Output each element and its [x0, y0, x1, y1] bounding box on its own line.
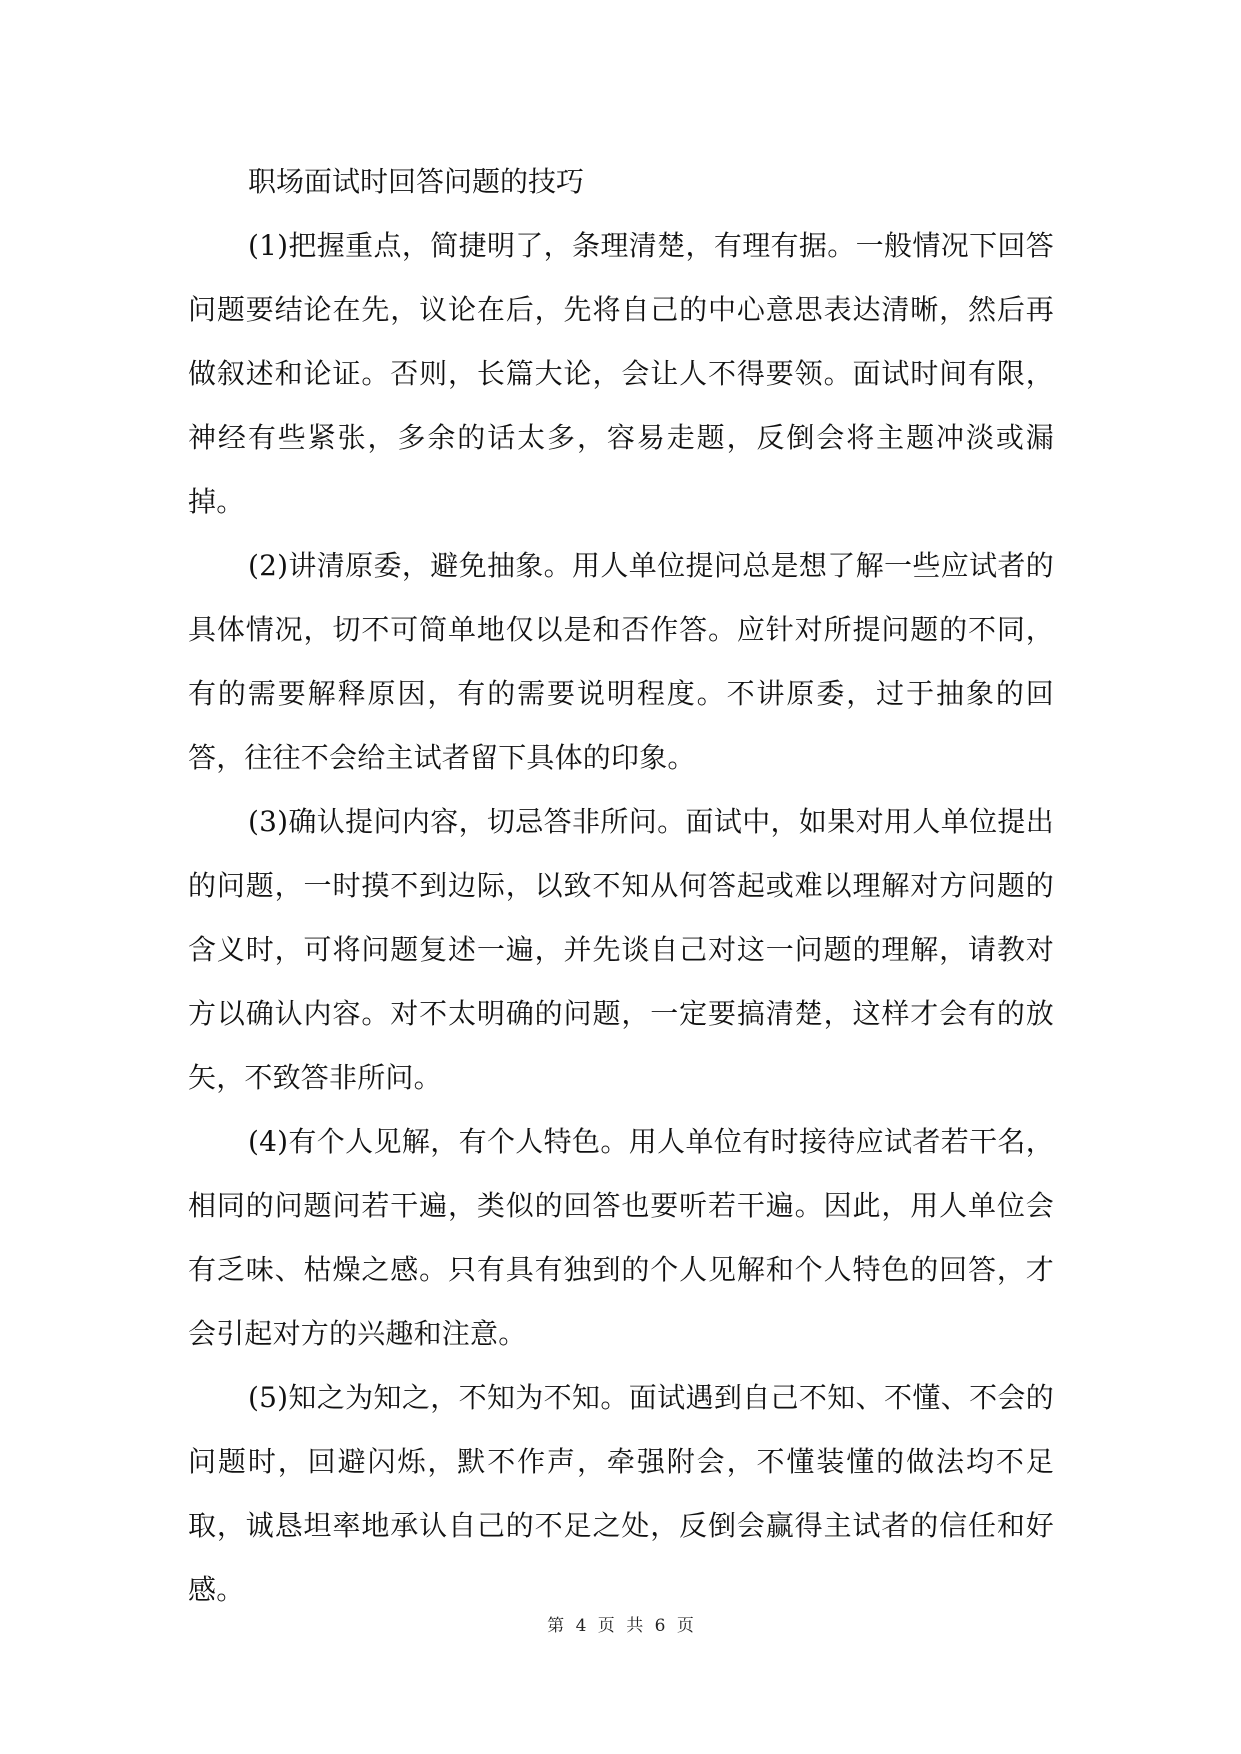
paragraph-1: (1)把握重点，简捷明了，条理清楚，有理有据。一般情况下回答问题要结论在先，议论在后，先将自己的中心意思表达清晰，然后再做叙述和论证。否则，长篇大论，会让人不得要领。面试时间有限，神经有些紧张，多余的话太多，容易走题，反倒会将主题冲淡或漏掉。: [188, 229, 1054, 518]
paragraph-3: (3)确认提问内容，切忌答非所问。面试中，如果对用人单位提出的问题，一时摸不到边际，以致不知从何答起或难以理解对方问题的含义时，可将问题复述一遍，并先谈自己对这一问题的理解，请教对方以确认内容。对不太明确的问题，一定要搞清楚，这样才会有的放矢，不致答非所问。: [188, 805, 1054, 1094]
paragraph-2: (2)讲清原委，避免抽象。用人单位提问总是想了解一些应试者的具体情况，切不可简单地仅以是和否作答。应针对所提问题的不同，有的需要解释原因，有的需要说明程度。不讲原委，过于抽象的回答，往往不会给主试者留下具体的印象。: [188, 549, 1054, 774]
document-body: [188, 150, 1054, 1622]
document-title: 职场面试时回答问题的技巧: [248, 165, 585, 198]
page-number-footer: 第 4 页 共 6 页: [547, 1616, 694, 1636]
paragraph-5: (5)知之为知之，不知为不知。面试遇到自己不知、不懂、不会的问题时，回避闪烁，默不作声，牵强附会，不懂装懂的做法均不足取，诚恳坦率地承认自己的不足之处，反倒会赢得主试者的信任和好感。: [188, 1381, 1054, 1606]
paragraph-4: (4)有个人见解，有个人特色。用人单位有时接待应试者若干名，相同的问题问若干遍，类似的回答也要听若干遍。因此，用人单位会有乏味、枯燥之感。只有具有独到的个人见解和个人特色的回答，才会引起对方的兴趣和注意。: [188, 1125, 1054, 1350]
